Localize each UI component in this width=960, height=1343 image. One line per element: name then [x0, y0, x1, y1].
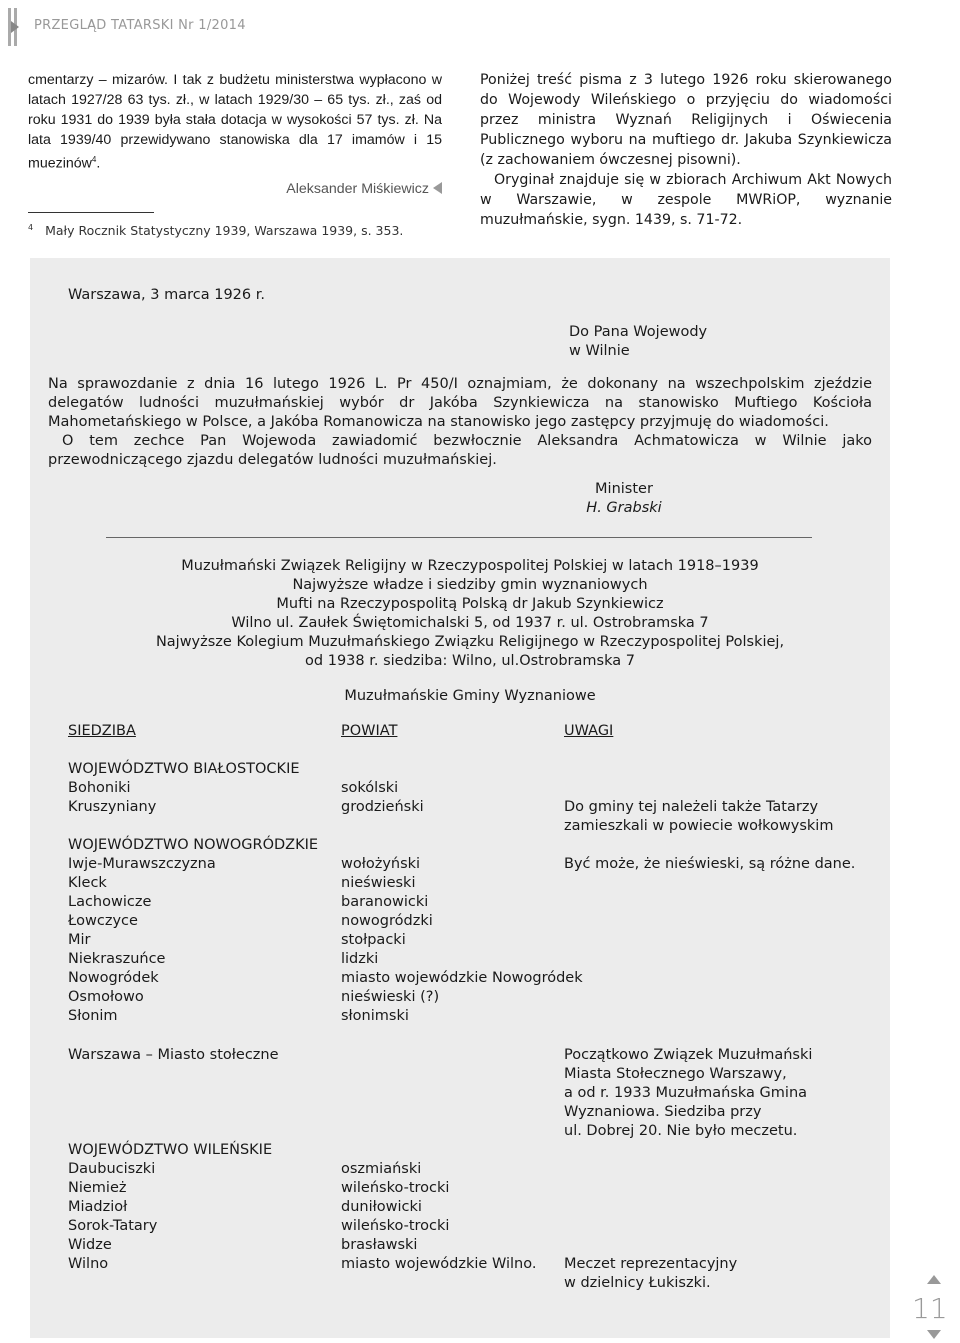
org-heading: Muzułmański Związek Religijny w Rzeczypospolitej Polskiej w latach 1918–1939 Najwyższe władze i siedziby gmin wyznaniowych Mufti na Rzeczypospolitą Polską dr Jakub Szynkiewicz Wilno ul. Zaułek Świętomichalski 5, od 1937 r. ul. Ostrobramska 7 Najwyższe Kolegium Muzułmańskiego Związku Religijnego w Rzeczypospolitej Polskiej, od 1938 r. siedziba: Wilno, ul.Ostrobramska 7 — [155, 558, 785, 669]
col-header-uwagi: UWAGI — [564, 723, 614, 739]
gminy-title: Muzułmańskie Gminy Wyznaniowe — [344, 688, 596, 704]
table-col-siedziba — [68, 855, 216, 1026]
footnote-ref: 4 — [91, 155, 97, 164]
page-number: 11 — [912, 1292, 948, 1325]
col-header-siedziba: SIEDZIBA — [68, 723, 136, 739]
col-header-powiat: POWIAT — [341, 723, 398, 739]
table-cell-powiat: wileńsko-trocki — [341, 1218, 450, 1234]
table-cell-powiat: baranowicki — [341, 894, 429, 910]
table-cell-powiat: nieświeski — [341, 875, 416, 891]
table-cell-uwagi: Początkowo Związek Muzułmański Miasta Stołecznego Warszawy, a od r. 1933 Muzułmańska Gmina Wyznaniowa. Siedziba przy ul. Dobrej 20. Nie było meczetu. — [564, 1047, 813, 1139]
header-marker-icon — [8, 8, 20, 46]
table-cell-powiat: stołpacki — [341, 932, 406, 948]
letter-place-date: Warszawa, 3 marca 1926 r. — [68, 287, 265, 303]
table-cell-powiat: wileńsko-trocki — [341, 1180, 450, 1196]
table-cell-siedziba: Warszawa – Miasto stołeczne — [68, 1047, 279, 1063]
table-cell-siedziba: Miadzioł — [68, 1199, 128, 1215]
table-cell-siedziba: Mir — [68, 932, 91, 948]
table-cell-uwagi: Meczet reprezentacyjny w dzielnicy Łukiszki. — [564, 1256, 738, 1291]
table-cell-siedziba: Łowczyce — [68, 913, 138, 929]
table-cell-siedziba: Wilno — [68, 1256, 109, 1272]
page-marker-down-icon — [927, 1330, 941, 1339]
author-signature: Aleksander Miśkiewicz — [28, 179, 442, 199]
table-cell-powiat: grodzieński — [341, 799, 424, 815]
section-divider — [106, 537, 812, 538]
table-col-powiat — [341, 855, 583, 1026]
table-cell-powiat: słonimski — [341, 1008, 409, 1024]
end-marker-icon — [433, 182, 442, 194]
table-cell-uwagi: Być może, że nieświeski, są różne dane. — [564, 856, 856, 872]
table-cell-siedziba: Słonim — [68, 1008, 118, 1024]
table-cell-powiat: wołożyński — [341, 856, 421, 872]
page-marker-up-icon — [927, 1275, 941, 1284]
table-cell-siedziba: Widze — [68, 1237, 112, 1253]
table-col-powiat — [341, 1160, 536, 1274]
letter-paragraph: Na sprawozdanie z dnia 16 lutego 1926 L. Pr 450/I oznajmiam, że dokonany na wszechpolskim zjeździe delegatów ludności muzułmańskiej wybór dr Jakóba Szynkiewicza na stanowisko Muftiego Kościoła Mahometańskiego w Polsce, a Jakóba Romanowicza na stanowisko jego zastępcy przyjmuję do wiadomości. — [48, 376, 872, 430]
table-cell-siedziba: Lachowicze — [68, 894, 152, 910]
table-cell-powiat: miasto wojewódzkie Nowogródek — [341, 970, 583, 986]
table-cell-siedziba: Nowogródek — [68, 970, 159, 986]
footnote: $^4$ Mały Rocznik Statystyczny 1939, Warszawa 1939, s. 353. — [28, 223, 404, 239]
letter-addressee: Do Pana Wojewody w Wilnie — [569, 324, 708, 359]
table-cell-powiat: nieświeski (?) — [341, 989, 440, 1005]
letter-paragraph: O tem zechce Pan Wojewoda zawiadomić bezwłocznie Aleksandra Achmatowicza w Wilnie jako przewodniczącego zjazdu delegatów ludności muzułmańskiej. — [48, 433, 872, 468]
archive-note: Oryginał znajduje się w zbiorach Archiwum Akt Nowych w Warszawie, w zespole MWRiOP, wyznanie muzułmańskie, sygn. 1439, s. 71-72. — [480, 172, 892, 228]
table-cell-siedziba: Kruszyniany — [68, 799, 157, 815]
table-cell-siedziba: Daubuciszki — [68, 1161, 156, 1177]
table-cell-powiat: brasławski — [341, 1237, 418, 1253]
table-cell-powiat: nowogródzki — [341, 913, 433, 929]
table-cell-siedziba: Kleck — [68, 875, 107, 891]
table-cell-uwagi: Do gminy tej należeli także Tatarzy zamieszkali w powiecie wołkowyskim — [564, 799, 834, 834]
table-cell-powiat: duniłowicki — [341, 1199, 422, 1215]
region-title: WOJEWÓDZTWO NOWOGRÓDZKIE — [68, 837, 319, 853]
region-title: WOJEWÓDZTWO WILEŃSKIE — [68, 1142, 273, 1158]
table-cell-powiat: sokólski — [341, 780, 399, 796]
table-cell-powiat: lidzki — [341, 951, 379, 967]
intro-paragraph: Poniżej treść pisma z 3 lutego 1926 roku skierowanego do Wojewody Wileńskiego o przyjęciu do wiadomości przez ministra Wyznań Religijnych i Oświecenia Publicznego wyboru na muftiego dr. Jakuba Szynkiewicza (z zachowaniem ówczesnej pisowni). — [480, 72, 892, 168]
region-title: WOJEWÓDZTWO BIAŁOSTOCKIE — [68, 761, 300, 777]
table-col-siedziba — [68, 1160, 157, 1274]
table-cell-siedziba: Sorok-Tatary — [68, 1218, 158, 1234]
left-column — [28, 70, 442, 199]
journal-title: PRZEGLĄD TATARSKI Nr 1/2014 — [34, 18, 246, 33]
table-cell-siedziba: Iwje-Murawszczyzna — [68, 856, 216, 872]
letter-body — [48, 375, 872, 470]
page-header — [0, 0, 960, 52]
table-cell-siedziba: Bohoniki — [68, 780, 131, 796]
letter-signoff: Minister H. Grabski — [586, 481, 662, 516]
table-cell-siedziba: Osmołowo — [68, 989, 144, 1005]
left-paragraph: cmentarzy – mizarów. I tak z budżetu ministerstwa wypłacono w latach 1927/28 63 tys. zł., w latach 1929/30 – 65 tys. zł., zaś od roku 1931 do 1939 była stała dotacja w wysokości 57 tys. zł. Na lata 1939/40 przewidywano stanowiska dla 17 imamów i 15 muezinów$^4$. — [28, 72, 442, 172]
table-cell-siedziba: Niemież — [68, 1180, 127, 1196]
table-cell-powiat: oszmiański — [341, 1161, 422, 1177]
right-column — [480, 70, 892, 230]
table-cell-siedziba: Niekraszuńce — [68, 951, 166, 967]
footnote-rule — [28, 212, 154, 213]
table-cell-powiat: miasto wojewódzkie Wilno. — [341, 1256, 537, 1272]
